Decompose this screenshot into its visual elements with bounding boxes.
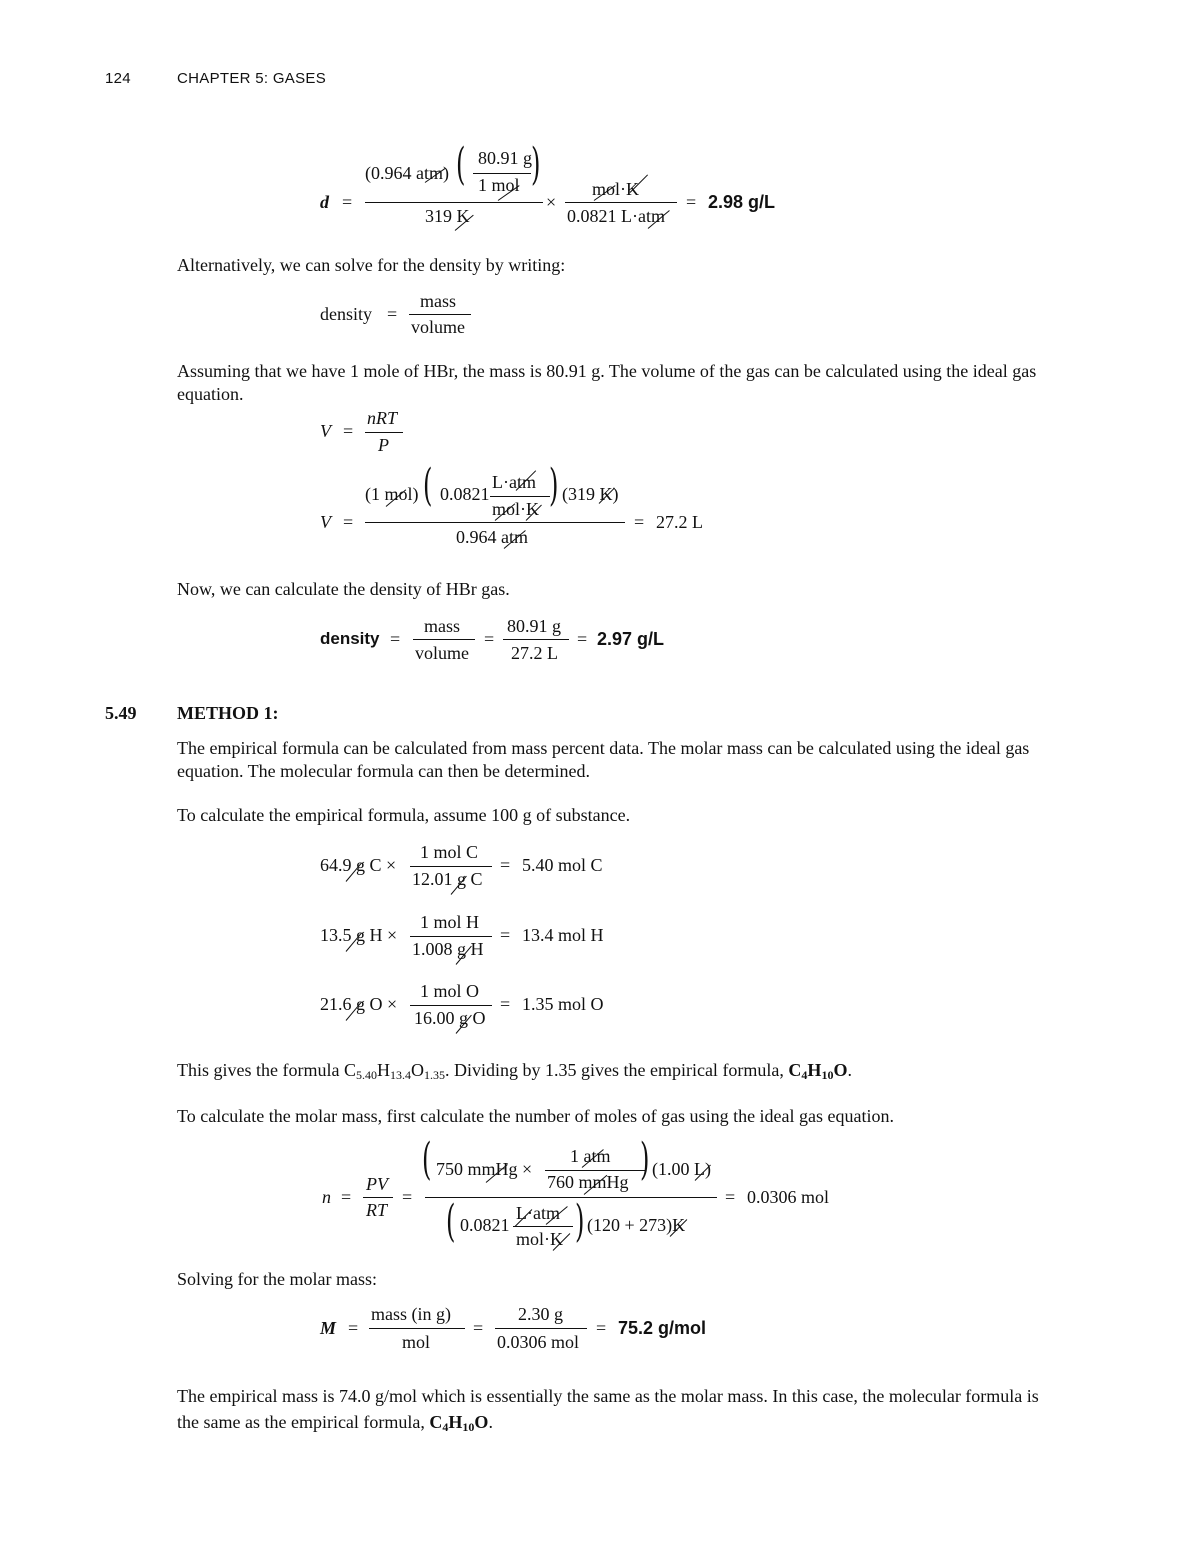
eq-top: nRT (367, 408, 398, 428)
chapter-title: CHAPTER 5: GASES (177, 70, 327, 87)
paragraph: To calculate the molar mass, first calculate the number of moles of gas using the ideal gas equation. (177, 1106, 895, 1126)
paren-right: ) (575, 1196, 585, 1247)
paragraph: Alternatively, we can solve for the density by writing: (177, 255, 566, 275)
eq-lhs: V (320, 512, 331, 532)
text: O (410, 1060, 424, 1080)
paren-left: ( (422, 1134, 432, 1185)
eq-result: 1.35 mol O (522, 994, 604, 1014)
paren-left: ( (446, 1196, 456, 1247)
fraction-bar (413, 639, 475, 640)
text: This gives the formula C (177, 1060, 356, 1080)
fraction-bar (365, 432, 403, 433)
paren-right: ) (640, 1134, 650, 1185)
eq-equals: = (343, 512, 354, 532)
eq-result: 27.2 L (656, 512, 703, 532)
eq-result: 75.2 g/mol (618, 1318, 707, 1338)
eq-equals: = (500, 925, 511, 945)
paragraph: To calculate the empirical formula, assume 100 g of substance. (177, 805, 631, 825)
eq-top: 1 mol O (420, 981, 480, 1001)
eq-equals: = (390, 629, 401, 649)
eq-lhs: n (322, 1187, 331, 1207)
fraction-bar (409, 314, 471, 315)
fraction-bar (410, 936, 492, 937)
eq-equals: = (341, 1187, 352, 1207)
fraction-bar (565, 202, 677, 203)
molecular-formula: $C_4H_{10}O$ (429, 1412, 489, 1434)
paren-right: ) (549, 460, 559, 511)
eq-lhs: d (320, 192, 329, 212)
fraction-bar (425, 1197, 717, 1198)
eq-d: (120 + 273)K (587, 1215, 686, 1235)
eq-bot: volume (411, 317, 465, 337)
eq-top: 1 mol C (420, 842, 479, 862)
text: . (847, 1060, 852, 1080)
eq-result: 2.97 g/L (597, 629, 665, 649)
paragraph: Assuming that we have 1 mole of HBr, the mass is 80.91 g. The volume of the gas can be calculated using the ideal gas equation. (177, 361, 1037, 404)
fraction-bar (410, 1005, 492, 1006)
eq-a: (1 mol) (365, 484, 419, 504)
eq-conv-bot: 0.0821 L·atm (567, 206, 665, 226)
fraction-bar (365, 522, 625, 523)
eq-num-b-bot: 1 mol (478, 175, 520, 195)
text: H (376, 1060, 390, 1080)
eq-lhs: 64.9 g C × (320, 855, 397, 875)
eq-lhs: M (320, 1318, 337, 1338)
eq-equals: = (500, 994, 511, 1014)
eq-equals: = (596, 1318, 607, 1338)
fraction-bar (495, 1328, 587, 1329)
eq-top: mass (420, 291, 456, 311)
eq-equals: = (348, 1318, 359, 1338)
eq-num-a: (0.964 atm) (365, 163, 449, 183)
eq-lhs: 13.5 g H × (320, 925, 398, 945)
eq-top: PV (366, 1174, 388, 1194)
empirical-formula: $C_4H_{10}O$ (788, 1060, 848, 1082)
eq-b-bot: mol·K (492, 499, 539, 519)
fraction-bar (365, 202, 543, 203)
fraction-bar (473, 173, 531, 174)
eq-top1: mass (424, 616, 460, 636)
eq-equals: = (500, 855, 511, 875)
eq-equals: = (634, 512, 645, 532)
eq-bot1: volume (415, 643, 469, 663)
eq-den: 319 K (425, 206, 470, 226)
eq-times: × (546, 192, 557, 212)
eq-b-top: L·atm (492, 472, 536, 492)
eq-c: (319 K) (562, 484, 619, 504)
eq-lhs: 21.6 g O × (320, 994, 398, 1014)
subscript: 1.35 (423, 1068, 445, 1082)
eq-result: 13.4 mol H (522, 925, 604, 945)
eq-equals: = (686, 192, 697, 212)
text: . (488, 1412, 493, 1432)
eq-equals: = (387, 304, 398, 324)
eq-bot2: 27.2 L (511, 643, 558, 663)
paren-left: ( (423, 460, 433, 511)
eq-equals: = (473, 1318, 484, 1338)
eq-bot: 16.00 g O (414, 1008, 486, 1028)
eq-bot: P (378, 435, 389, 455)
eq-a-top: 1 atm (570, 1146, 611, 1166)
paragraph: Solving for the molar mass: (177, 1269, 377, 1289)
eq-a-bot: 760 mmHg (547, 1172, 629, 1192)
eq-c: 0.0821 (460, 1215, 510, 1235)
eq-bot1: mol (402, 1332, 431, 1352)
eq-b: (1.00 L) (652, 1159, 711, 1179)
eq-num-b-top: 80.91 g (478, 148, 532, 168)
paragraph-formula (177, 1059, 1057, 1087)
eq-c-top: L·atm (516, 1203, 560, 1223)
fraction-bar (490, 496, 550, 497)
text: The empirical mass is 74.0 g/mol which is essentially the same as the molar mass. In this case, the molecular formula is the same as the empirical formula, (177, 1386, 1039, 1432)
eq-top2: 80.91 g (507, 616, 561, 636)
eq-equals: = (725, 1187, 736, 1207)
eq-bot: 1.008 g H (412, 939, 484, 959)
eq-equals: = (484, 629, 495, 649)
eq-top2: 2.30 g (518, 1304, 563, 1324)
eq-lhs: density (320, 629, 380, 648)
eq-c-bot: mol·K (516, 1229, 563, 1249)
eq-conv-top: mol·K (592, 179, 639, 199)
eq-top1: mass (in g) (371, 1304, 451, 1324)
subscript: 5.40 (355, 1068, 377, 1082)
eq-a: 750 mmHg × (436, 1159, 533, 1179)
eq-lhs: density (320, 304, 372, 324)
fraction-bar (513, 1226, 573, 1227)
eq-b: 0.0821 (440, 484, 490, 504)
text: . Dividing by 1.35 gives the empirical formula, (444, 1060, 789, 1080)
eq-bot: RT (366, 1200, 388, 1220)
fraction-bar (369, 1328, 465, 1329)
fraction-bar (363, 1197, 393, 1198)
eq-lhs: V (320, 421, 331, 441)
paragraph: The empirical formula can be calculated from mass percent data. The molar mass can be calculated using the ideal gas equation. The molecular formula can then be determined. (177, 738, 1030, 781)
fraction-bar (545, 1170, 645, 1171)
eq-den: 0.964 atm (456, 527, 528, 547)
fraction-bar (410, 866, 492, 867)
eq-result: 5.40 mol C (522, 855, 603, 875)
paragraph: Now, we can calculate the density of HBr gas. (177, 579, 510, 599)
eq-equals: = (577, 629, 588, 649)
page-number: 124 (105, 70, 131, 87)
eq-equals: = (402, 1187, 413, 1207)
eq-equals: = (342, 192, 353, 212)
eq-equals: = (343, 421, 354, 441)
paren-right: ) (531, 139, 541, 190)
fraction-bar (503, 639, 569, 640)
problem-number: 5.49 (105, 703, 137, 723)
eq-top: 1 mol H (420, 912, 480, 932)
eq-bot2: 0.0306 mol (497, 1332, 580, 1352)
eq-result: 2.98 g/L (708, 192, 776, 212)
subscript: 13.4 (389, 1068, 411, 1082)
paragraph-final (177, 1383, 1057, 1440)
eq-result: 0.0306 mol (747, 1187, 830, 1207)
eq-bot: 12.01 g C (412, 869, 483, 889)
paren-left: ( (456, 139, 466, 190)
method-heading: METHOD 1: (177, 703, 279, 723)
